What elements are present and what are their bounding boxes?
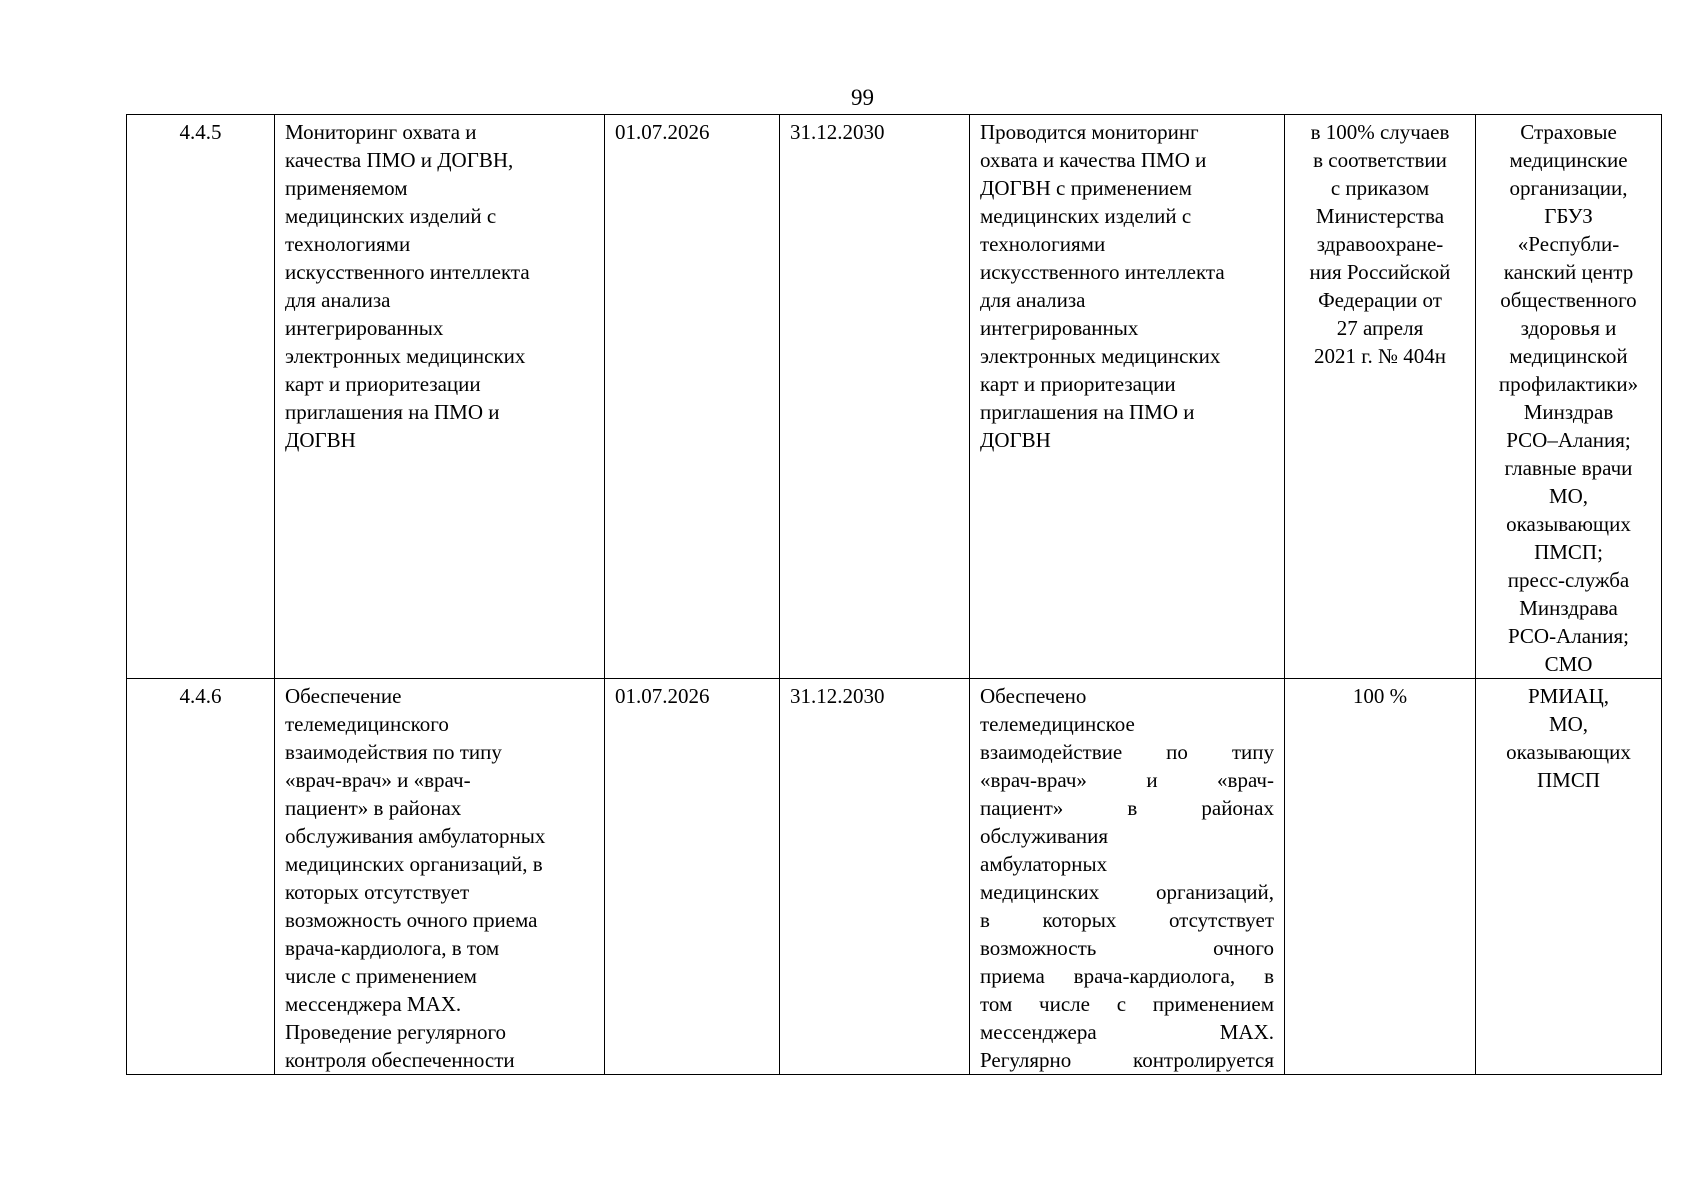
cell-line: СМО: [1544, 652, 1593, 676]
cell-line: главные врачи: [1504, 456, 1633, 480]
cell-line: медицинские: [1509, 148, 1628, 172]
cell-line: медицинских изделий с: [980, 204, 1192, 228]
cell-line: технологиями: [285, 232, 411, 256]
start-date: 01.07.2026: [605, 115, 780, 679]
cell-line: возможность очного: [980, 936, 1274, 960]
cell-line: искусственного интеллекта: [285, 260, 530, 284]
cell-line: телемедицинское: [980, 712, 1135, 736]
cell-line: приема врача-кардиолога, в: [980, 964, 1274, 988]
cell-line: РМИАЦ,: [1527, 684, 1610, 708]
cell-line: возможность очного приема: [285, 908, 538, 932]
end-date: 31.12.2030: [780, 115, 970, 679]
cell-line: карт и приоритезации: [285, 372, 481, 396]
cell-line: для анализа: [980, 288, 1086, 312]
cell-line: охвата и качества ПМО и: [980, 148, 1207, 172]
cell-line: общественного: [1500, 288, 1637, 312]
measures-table: [126, 114, 1662, 1075]
cell-line: взаимодействие по типу: [980, 740, 1274, 764]
cell-line: ДОГВН: [980, 428, 1051, 452]
cell-line: канский центр: [1503, 260, 1634, 284]
cell-line: электронных медицинских: [285, 344, 526, 368]
cell-line: Федерации от: [1318, 288, 1442, 312]
cell-line: профилактики»: [1498, 372, 1639, 396]
cell-line: мессенджера MAX.: [980, 1020, 1274, 1044]
cell-line: в 100% случаев: [1310, 120, 1450, 144]
cell-line: пациент» в районах: [285, 796, 462, 820]
cell-line: с приказом: [1330, 176, 1430, 200]
cell-line: медицинских изделий с: [285, 204, 497, 228]
table-row: [127, 115, 1662, 679]
cell-line: технологиями: [980, 232, 1106, 256]
cell-line: в соответствии: [1313, 148, 1447, 172]
responsible-parties: [1476, 679, 1662, 1075]
cell-line: МО,: [1548, 484, 1589, 508]
cell-line: числе с применением: [285, 964, 477, 988]
cell-line: ПМСП;: [1534, 540, 1603, 564]
cell-line: которых отсутствует: [285, 880, 470, 904]
cell-line: взаимодействия по типу: [285, 740, 502, 764]
cell-line: интегрированных: [285, 316, 444, 340]
cell-line: «врач-врач» и «врач-: [980, 768, 1274, 792]
cell-line: Обеспечение: [285, 684, 402, 708]
cell-line: Минздрав: [1523, 400, 1614, 424]
cell-line: оказывающих: [1506, 740, 1631, 764]
cell-line: Проводится мониторинг: [980, 120, 1199, 144]
table-row: [127, 679, 1662, 1075]
cell-line: РСО-Алания;: [1507, 624, 1630, 648]
cell-line: электронных медицинских: [980, 344, 1221, 368]
cell-line: «Республи-: [1517, 232, 1620, 256]
cell-line: ПМСП: [1536, 768, 1600, 792]
end-date: 31.12.2030: [780, 679, 970, 1075]
cell-line: «врач-врач» и «врач-: [285, 768, 471, 792]
cell-line: медицинских организаций, в: [285, 852, 543, 876]
cell-line: оказывающих: [1506, 512, 1631, 536]
cell-line: ГБУЗ: [1544, 204, 1593, 228]
cell-line: приглашения на ПМО и: [285, 400, 500, 424]
cell-line: 27 апреля: [1336, 316, 1424, 340]
cell-line: искусственного интеллекта: [980, 260, 1225, 284]
item-number: 4.4.5: [127, 115, 275, 679]
cell-line: здравоохране-: [1316, 232, 1444, 256]
cell-line: МО,: [1548, 712, 1589, 736]
cell-line: обслуживания амбулаторных: [285, 824, 546, 848]
start-date: 01.07.2026: [605, 679, 780, 1075]
cell-line: для анализа: [285, 288, 391, 312]
indicator: [1285, 115, 1476, 679]
cell-line: Регулярно контролируется: [980, 1048, 1274, 1072]
cell-line: телемедицинского: [285, 712, 449, 736]
item-number: 4.4.6: [127, 679, 275, 1075]
page-number: 99: [851, 85, 874, 110]
cell-line: интегрированных: [980, 316, 1139, 340]
indicator: [1285, 679, 1476, 1075]
cell-line: Обеспечено: [980, 684, 1087, 708]
cell-line: ДОГВН с применением: [980, 176, 1192, 200]
cell-line: мессенджера MAX.: [285, 992, 462, 1016]
cell-line: организации,: [1509, 176, 1628, 200]
cell-line: здоровья и: [1520, 316, 1617, 340]
cell-line: Министерства: [1315, 204, 1445, 228]
cell-line: пресс-служба: [1507, 568, 1630, 592]
cell-line: ДОГВН: [285, 428, 356, 452]
cell-line: РСО–Алания;: [1506, 428, 1631, 452]
cell-line: качества ПМО и ДОГВН,: [285, 148, 514, 172]
measure-name: [275, 115, 605, 679]
responsible-parties: [1476, 115, 1662, 679]
cell-line: в которых отсутствует: [980, 908, 1274, 932]
cell-line: медицинской: [1509, 344, 1628, 368]
cell-line: приглашения на ПМО и: [980, 400, 1195, 424]
cell-line: Минздрава: [1519, 596, 1618, 620]
measure-name: [275, 679, 605, 1075]
cell-line: пациент» в районах: [980, 796, 1274, 820]
cell-line: 100 %: [1352, 684, 1408, 708]
cell-line: медицинских организаций,: [980, 880, 1274, 904]
cell-line: 2021 г. № 404н: [1313, 344, 1447, 368]
expected-result: [970, 679, 1285, 1075]
cell-line: обслуживания: [980, 824, 1109, 848]
cell-line: контроля обеспеченности: [285, 1048, 515, 1072]
cell-line: врача-кардиолога, в том: [285, 936, 500, 960]
cell-line: Мониторинг охвата и: [285, 120, 477, 144]
cell-line: карт и приоритезации: [980, 372, 1176, 396]
cell-line: Проведение регулярного: [285, 1020, 507, 1044]
cell-line: применяемом: [285, 176, 408, 200]
cell-line: амбулаторных: [980, 852, 1108, 876]
cell-line: ния Российской: [1309, 260, 1451, 284]
expected-result: [970, 115, 1285, 679]
cell-line: Страховые: [1520, 120, 1617, 144]
cell-line: том числе с применением: [980, 992, 1274, 1016]
